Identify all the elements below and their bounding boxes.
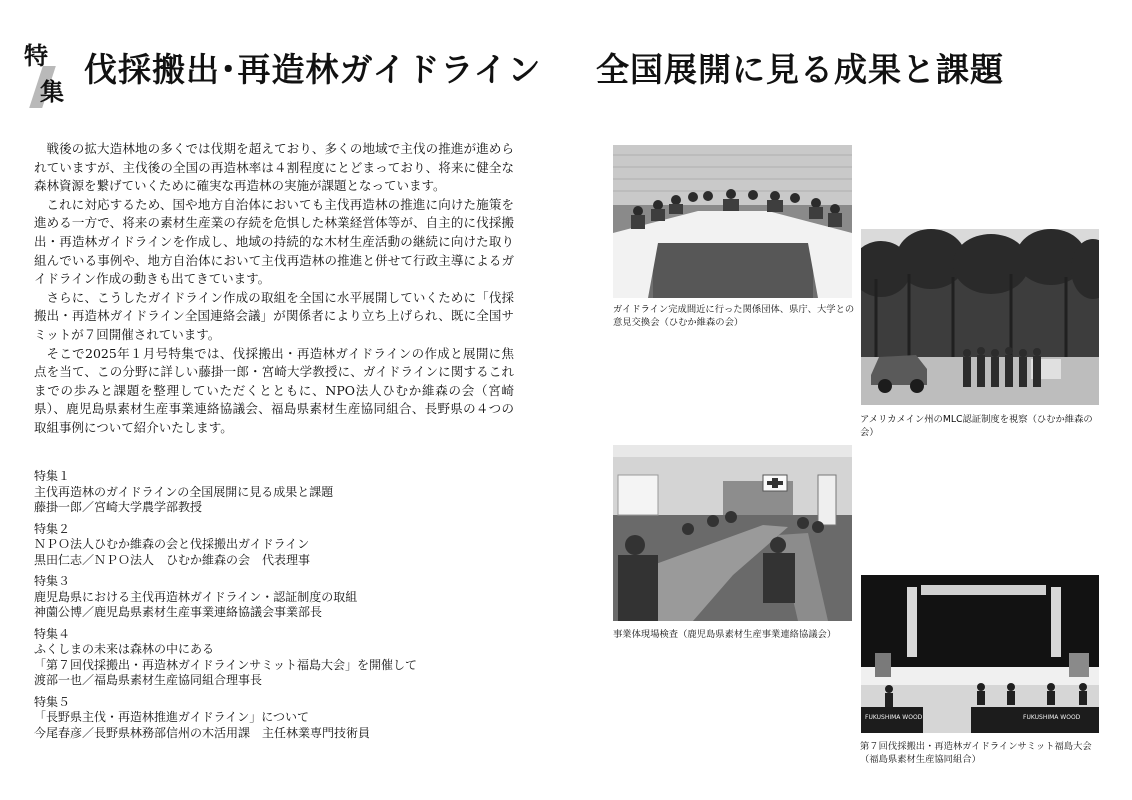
summit-photo xyxy=(861,575,1099,733)
feature-author: 今尾春彦／長野県林務部信州の木活用課 主任林業専門技術員 xyxy=(34,725,371,740)
meeting-photo xyxy=(613,145,852,298)
feature-title: 「長野県主伐・再造林推進ガイドライン」について xyxy=(34,710,310,724)
body-paragraph: 戦後の拡大造林地の多くでは伐期を超えており、多くの地域で主伐の推進が進められていますが、主伐後の全国の再造林率は４割程度にとどまっており、将来に健全な森林資源を繋げていくために確実な再造林の実施が課題となっています。 xyxy=(34,141,514,194)
feature-label: 特集１ xyxy=(34,469,71,483)
inspection-photo-caption: 事業体現場検査（鹿児島県素材生産事業連絡協議会） xyxy=(613,629,837,640)
feature-item xyxy=(34,574,554,621)
sign-left: FUKUSHIMA WOOD xyxy=(865,714,923,721)
feature-title: ふくしまの未来は森林の中にある xyxy=(34,642,215,656)
feature-author: 黒田仁志／ＮＰＯ法人 ひむか維森の会 代表理事 xyxy=(34,552,311,567)
feature-item xyxy=(34,522,554,569)
feature-author: 藤掛一郎／宮崎大学農学部教授 xyxy=(34,500,203,514)
feature-badge xyxy=(22,40,72,112)
feature-author: 渡部一也／福島県素材生産協同組合理事長 xyxy=(34,673,263,687)
summit-photo-caption: 第７回伐採搬出・再造林ガイドラインサミット福島大会（福島県素材生産協同組合） xyxy=(860,741,1092,765)
forest-photo xyxy=(861,229,1099,405)
forest-photo-caption: アメリカメイン州のMLC認証制度を視察（ひむか維森の会） xyxy=(860,414,1093,438)
feature-title: 鹿児島県における主伐再造林ガイドライン・認証制度の取組 xyxy=(34,589,358,604)
body-paragraph: そこで2025年１月号特集では、伐採搬出・再造林ガイドラインの作成と展開に焦点を当て、この分野に詳しい藤掛一郎・宮崎大学教授に、ガイドラインに関するこれまでの歩みと課題を整理していただくとともに、NPO法人ひむか維森の会（宮崎県）、鹿児島県素材生産事業連絡協議会、福島県素材生産協同組合、長野県の４つの取組事例について紹介いたします。 xyxy=(34,345,514,435)
body-paragraph: これに対応するため、国や地方自治体においても主伐再造林の推進に向けた施策を進める一方で、将来の素材生産業の存続を危惧した林業経営体等が、自主的に伐採搬出・再造林ガイドラインを作成し、地域の持続的な木材生産活動の継続に向けた取り組んでいる事例や、地方自治体において主伐再造林の推進と併せて行政主導によるガイドライン作成の動きも出てきています。 xyxy=(34,196,514,287)
feature-title: 主伐再造林のガイドラインの全国展開に見る成果と課題 xyxy=(34,484,334,499)
body-paragraph: さらに、こうしたガイドライン作成の取組を全国に水平展開していくために「伐採搬出・再造林ガイドライン全国連絡会議」が関係者により立ち上げられ、既に全国サミットが７回開催されています。 xyxy=(34,289,514,342)
headline-left: 伐採搬出･再造林ガイドライン xyxy=(84,50,542,89)
feature-item xyxy=(34,695,554,742)
feature-title: ＮＰＯ法人ひむか維森の会と伐採搬出ガイドライン xyxy=(34,537,310,551)
feature-item xyxy=(34,627,554,689)
meeting-photo-caption: ガイドライン完成間近に行った関係団体、県庁、大学との意見交換会（ひむか維森の会） xyxy=(613,304,855,328)
feature-label: 特集５ xyxy=(34,694,71,709)
badge-char-bottom: 集 xyxy=(40,78,64,106)
feature-label: 特集３ xyxy=(34,574,71,588)
feature-title-2: 「第７回伐採搬出・再造林ガイドラインサミット福島大会」を開催して xyxy=(34,657,418,672)
badge-char-top: 特 xyxy=(24,42,48,70)
feature-author: 神薗公博／鹿児島県素材生産事業連絡協議会事業部長 xyxy=(34,605,323,619)
feature-item xyxy=(34,469,554,516)
headline-right: 全国展開に見る成果と課題 xyxy=(596,50,1004,89)
inspection-photo xyxy=(613,445,852,621)
feature-label: 特集４ xyxy=(34,626,71,641)
body-text xyxy=(34,140,514,438)
feature-label: 特集２ xyxy=(34,521,71,536)
sign-right: FUKUSHIMA WOOD xyxy=(1023,714,1081,721)
feature-list xyxy=(34,469,554,747)
